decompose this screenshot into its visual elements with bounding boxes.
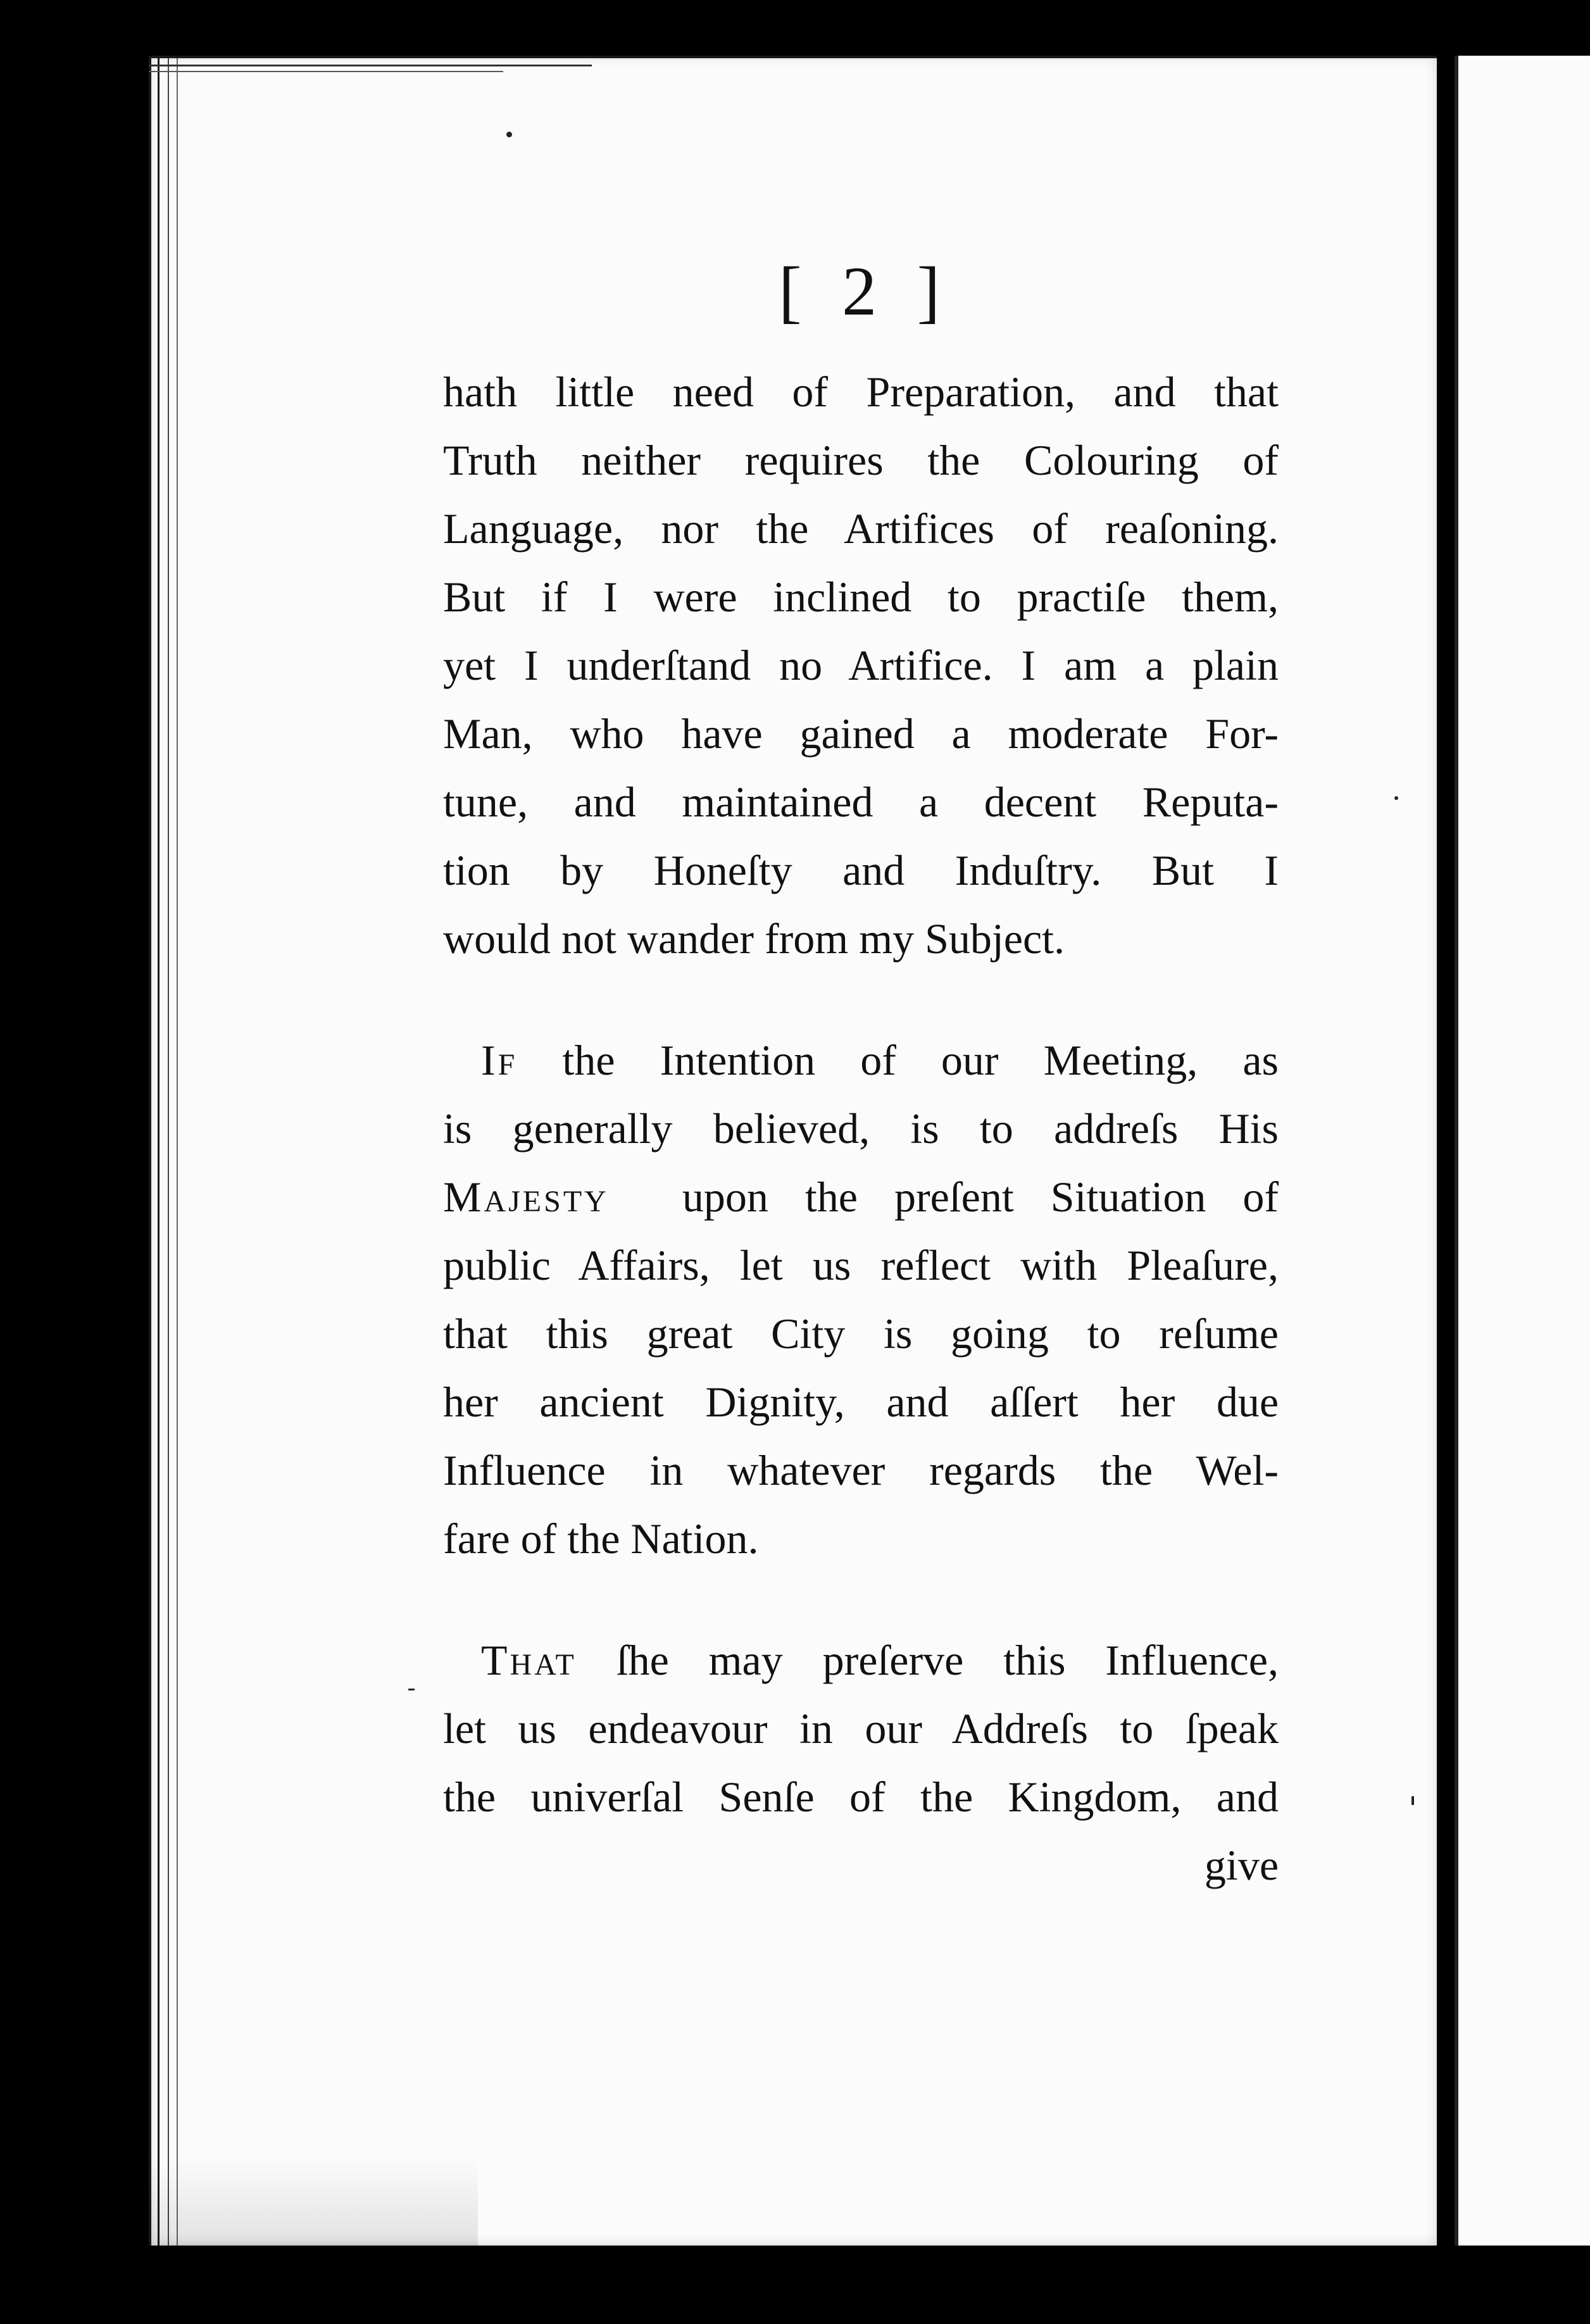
text-line: that this great City is going to reſume xyxy=(443,1309,1279,1358)
text-line: would not wander from my Subject. xyxy=(443,915,1065,963)
text-line: But if I were inclined to practiſe them, xyxy=(443,573,1279,621)
paragraph-gap xyxy=(443,973,1279,1026)
page-top-edge xyxy=(149,65,592,66)
text-line: her ancient Dignity, and aſſert her due xyxy=(443,1378,1279,1426)
page-shadow xyxy=(149,2157,478,2246)
binding-line xyxy=(149,56,151,2246)
text-line: Language, nor the Artifices of reaſoning. xyxy=(443,504,1279,553)
small-caps-word: Majesty xyxy=(443,1173,609,1221)
paragraph-lead-word: That xyxy=(481,1636,577,1684)
facing-page-border xyxy=(1455,56,1458,2246)
binding-line xyxy=(158,56,160,2246)
text-line xyxy=(443,1626,1279,1694)
text-line: hath little need of Preparation, and that xyxy=(443,368,1279,416)
text-line: fare of the Nation. xyxy=(443,1515,759,1563)
page-top-edge xyxy=(149,71,503,72)
text-line xyxy=(443,1163,1279,1231)
text-line: yet I underſtand no Artifice. I am a plain xyxy=(443,641,1279,689)
paragraph-gap xyxy=(443,1573,1279,1626)
body-text xyxy=(443,358,1279,1899)
ink-speck xyxy=(1394,796,1398,800)
binding-line xyxy=(168,56,169,2246)
text-line: Truth neither requires the Colouring of xyxy=(443,436,1279,484)
text-line: tion by Honeſty and Induſtry. But I xyxy=(443,846,1279,894)
ink-speck xyxy=(506,132,512,137)
text-line: Man, who have gained a moderate For- xyxy=(443,709,1279,758)
text-line-rest: ſhe may preſerve this Influence, xyxy=(576,1636,1279,1684)
text-line: public Affairs, let us reflect with Pleaſure, xyxy=(443,1241,1279,1289)
text-line: the univerſal Senſe of the Kingdom, and xyxy=(443,1773,1279,1821)
catchword: give xyxy=(1204,1841,1279,1889)
binding-line xyxy=(177,56,178,2246)
text-line: let us endeavour in our Addreſs to ſpeak xyxy=(443,1704,1279,1752)
text-line: tune, and maintained a decent Reputa- xyxy=(443,778,1279,826)
text-line xyxy=(443,1026,1279,1094)
text-line: is generally believed, is to addreſs His xyxy=(443,1104,1279,1153)
text-line: Influence in whatever regards the Wel- xyxy=(443,1446,1279,1494)
page-top-edge xyxy=(149,56,1437,58)
facing-page-edge xyxy=(1455,56,1590,2246)
paragraph-lead-word: If xyxy=(481,1036,518,1084)
text-line-rest: the Intention of our Meeting, as xyxy=(517,1036,1279,1084)
ink-speck xyxy=(1412,1796,1414,1805)
page-number: [ 2 ] xyxy=(779,253,952,330)
text-line-rest: upon the preſent Situation of xyxy=(682,1173,1279,1221)
ink-speck xyxy=(408,1689,415,1690)
